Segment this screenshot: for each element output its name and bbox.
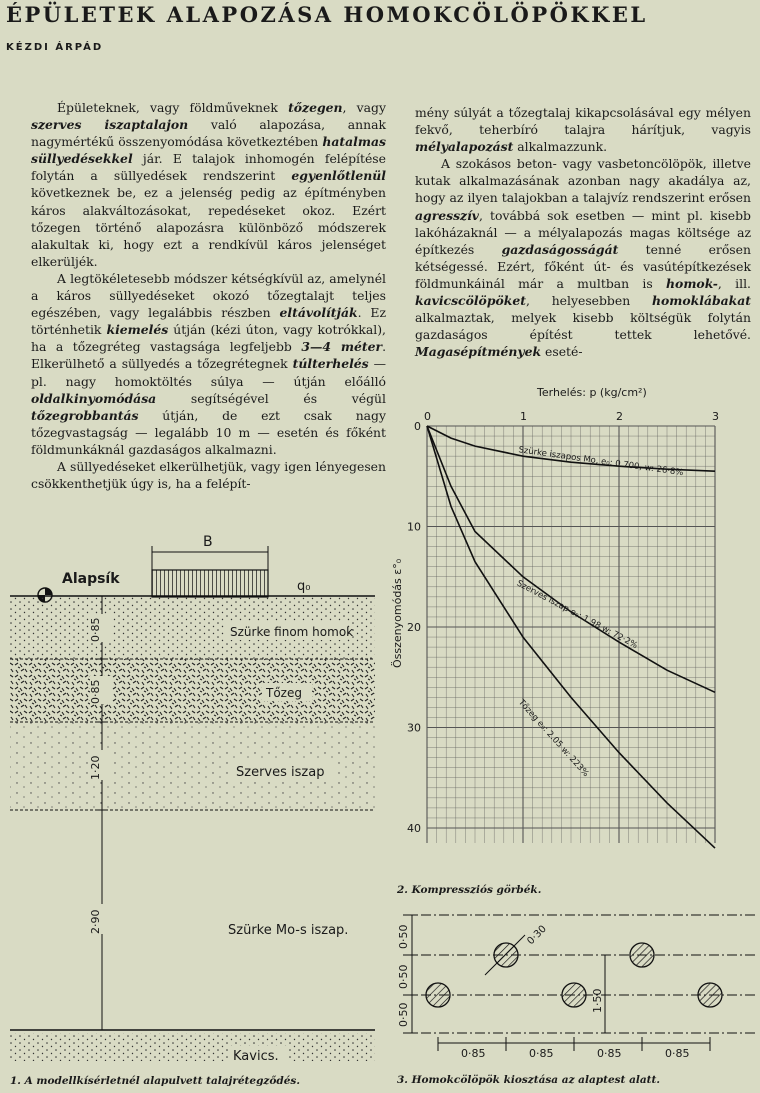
load-label: q₀: [297, 579, 311, 594]
series-label: Szerves iszap e₀: 1.98 w: 72·2%: [514, 578, 640, 652]
x-axis-label: Terhelés: p (kg/cm²): [537, 386, 647, 399]
text-column-left: [31, 99, 386, 492]
base-plane-label: Alapsík: [62, 571, 120, 587]
layer-label: Szerves iszap: [236, 765, 325, 780]
sand-pile: [494, 943, 518, 967]
dimension-label: 1·50: [591, 988, 604, 1013]
width-label: B: [203, 534, 213, 550]
foundation-block: [152, 570, 268, 597]
layer-label: Szürke finom homok: [230, 625, 354, 639]
dimension-label: 0·85: [597, 1047, 622, 1060]
dimension-label: 0·85: [529, 1047, 554, 1060]
figure-caption: 1. A modellkísérletnél alapulvett talajrétegződés.: [10, 1075, 300, 1087]
thickness-label: 0·85: [89, 617, 102, 642]
article-title: ÉPÜLETEK ALAPOZÁSA HOMOKCÖLÖPÖKKEL: [6, 2, 648, 27]
dimension-label: 0·50: [397, 964, 410, 989]
paragraph: mény súlyát a tőzegtalaj kikapcsolásával egy mélyen fekvő, teherbíró talajra hárítjuk, vagyis mélyalapozást alkalmazzunk.: [415, 105, 751, 155]
y-tick-label: 30: [407, 721, 421, 735]
x-tick-label: 0: [424, 410, 431, 423]
dimension-label: 0·85: [461, 1047, 486, 1060]
thickness-label: 1·20: [89, 755, 102, 780]
dimension-label: 0·50: [397, 924, 410, 949]
y-tick-label: 40: [407, 822, 421, 835]
y-tick-label: 10: [407, 520, 421, 534]
y-tick-label: 0: [414, 420, 421, 433]
y-axis-label: Összenyomódás ε°₀: [391, 558, 404, 668]
x-tick-label: 2: [616, 410, 623, 423]
author: KÉZDI ÁRPÁD: [6, 42, 104, 53]
x-tick-label: 3: [712, 410, 719, 423]
soil-profile-figure: [0, 530, 385, 1093]
figure-caption: 3. Homokcölöpök kiosztása az alaptest alatt.: [397, 1074, 661, 1086]
diameter-label: 0·30: [525, 923, 549, 948]
series-label: Tőzeg e₀: 2.05 w: 223%: [515, 697, 591, 779]
sand-pile: [698, 983, 722, 1007]
text-column-right: [415, 104, 751, 360]
layer-label: Szürke Mo-s iszap.: [228, 923, 349, 938]
paragraph: A legtökéletesebb módszer kétségkívül az, amelynél a káros süllyedéseket okozó tőzegtalajt teljes egészében, vagy legalábbis részben eltávolítják. Ez történhetik kiemelés útján (kézi úton, vagy kotrókkal), ha a tőzegréteg vastagsága legfeljebb 3—4 méter. Elkerülhető a süllyedés a tőzegrétegnek túlterhelés — pl. nagy homoktöltés súlya — útján előálló oldalkinyomódása segítségével és végül tőzegrobbantás útján, de ezt csak nagy tőzegvastagság — legalább 10 m — esetén és főként földmunkáknál gazdaságos alkalmazni.: [31, 270, 387, 457]
series-label: Szürke iszapos Mo, e₀: 0.700, w: 26·8%: [517, 445, 684, 479]
thickness-label: 0·85: [89, 679, 102, 704]
paragraph: A szokásos beton- vagy vasbetoncölöpök, illetve kutak alkalmazásának azonban nagy akadálya az, hogy az ilyen talajokban a talajvíz rendszerint erősen agresszív, továbbá sok esetben — mint pl. kisebb lakóházaknál — a mélyalapozás magas költsége az építkezés gazdaságosságát tenné erősen kétségessé. Ezért, főként út- és vasútépítkezések földmunkáinál már a multban is homok-, ill. kavicscölöpöket, helyesebben homoklábakat alkalmaztak, melyek kisebb költségük folytán gazdaságos építést tettek lehetővé. Magasépítmények eseté-: [415, 156, 751, 360]
y-tick-label: 20: [407, 621, 421, 634]
x-tick-label: 1: [520, 410, 527, 423]
layer-label: Kavics.: [233, 1049, 279, 1064]
sand-pile: [426, 983, 450, 1007]
sand-pile: [562, 983, 586, 1007]
figure-caption: 2. Kompressziós görbék.: [397, 884, 542, 896]
compression-chart: [385, 378, 760, 898]
pile-layout-figure: [385, 905, 760, 1093]
thickness-label: 2·90: [89, 909, 102, 934]
dimension-label: 0·50: [397, 1002, 410, 1027]
paragraph: A süllyedéseket elkerülhetjük, vagy igen lényegesen csökkenthetjük úgy is, ha a felépít-: [31, 458, 386, 492]
sand-pile: [630, 943, 654, 967]
dimension-label: 0·85: [665, 1047, 690, 1060]
paragraph: Épületeknek, vagy földműveknek tőzegen, vagy szerves iszaptalajon való alapozása, annak nagymértékű összenyomódása következtében hatalmas süllyedésekkel jár. E talajok inhomogén felépítése folytán a süllyedések rendszerint egyenlőtlenül következnek be, ez a jelenség pedig az építményben káros alakváltozásokat, repedéseket okoz. Ezért tőzegen történő alapozásra különböző módszerek alakultak ki, hogy ezt a rendkívül káros jelenséget elkerüljék.: [31, 100, 386, 269]
layer-label: Tőzeg: [266, 686, 302, 700]
